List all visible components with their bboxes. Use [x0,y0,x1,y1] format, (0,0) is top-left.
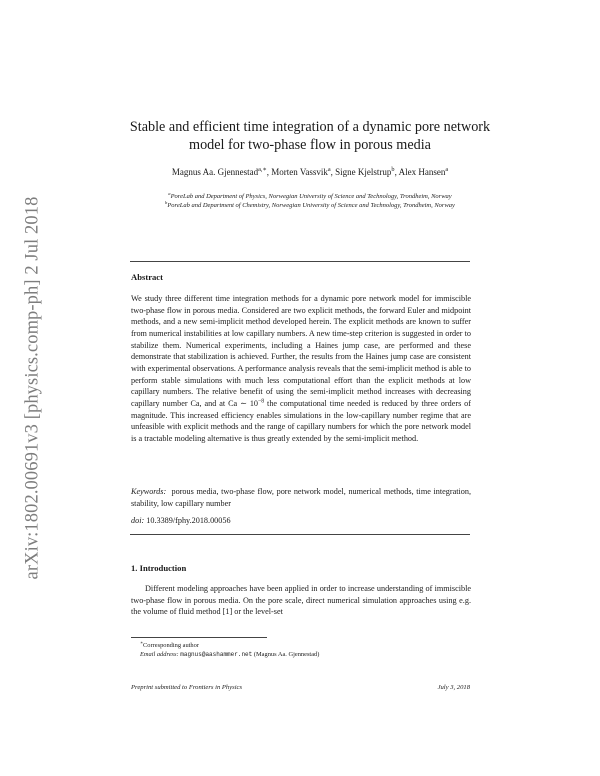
abstract-exponent: −8 [258,398,265,405]
affiliations [120,190,500,212]
footnote-corresponding: ∗Corresponding author [140,639,199,649]
doi-label: doi: [131,516,145,525]
keywords [131,486,471,509]
author-name: Alex Hansen [398,167,446,177]
author-name: Magnus Aa. Gjennestad [171,167,259,177]
author-affiliation-mark: b [391,166,395,173]
affiliation-text: PoreLab and Department of Chemistry, Norwegian University of Science and Technology, Trondheim, Norway [167,202,455,210]
abstract-text-part: the computational time needed is reduced by three orders of magnitude. This increased efficiency enables simulations in the low-capillary number regime that are unfeasible with explicit methods and the range of capillary numbers for which the pore network model is a tractable modeling alternative is thus greatly extended by the semi-implicit method. [131,398,471,443]
affiliation-item [120,202,500,210]
preprint-date: July 3, 2018 [437,684,470,691]
section-heading-introduction: 1. Introduction [131,563,187,573]
email-label: Email address: [140,651,179,658]
abstract-body [131,293,471,445]
author-affiliation-mark: a [327,166,331,173]
affiliation-text: PoreLab and Department of Physics, Norwegian University of Science and Technology, Trondheim, Norway [170,193,452,200]
paper-title: Stable and efficient time integration of a dynamic pore network model for two-phase flow in porous media [129,119,491,153]
keywords-label: Keywords: [131,487,167,496]
abstract-heading: Abstract [131,272,163,282]
affiliation-mark: a [168,190,171,196]
keywords-text: porous media, two-phase flow, pore network model, numerical methods, time integration, stability, low capillary number [131,487,472,508]
abstract-bottom-rule [130,534,470,535]
doi-line [131,516,231,525]
author-name: Signe Kjelstrup [335,167,392,177]
arxiv-identifier-stamp[interactable]: arXiv:1802.00691v3 [physics.comp-ph] 2 Jul 2018 [22,196,43,580]
affiliation-mark: b [165,200,168,206]
author-affiliation-mark: a [445,166,449,173]
doi-value[interactable]: 10.3389/fphy.2018.00056 [146,516,231,525]
affiliation-item [120,190,500,201]
author-name: Morten Vassvik [271,167,328,177]
abstract-top-rule [130,261,470,262]
author-affiliation-mark: a,∗ [258,166,267,173]
preprint-note: Preprint submitted to Frontiers in Physics [131,684,243,691]
email-owner: (Magnus Aa. Gjennestad) [253,651,320,658]
author-list: Magnus Aa. Gjennestad$^{a,∗}$, Morten Vassvik$^a$, Signe Kjelstrup$^b$, Alex Hansen$^a$ [171,166,449,177]
footnote-email [140,650,319,659]
footnotes [140,641,319,659]
abstract-text-part: We study three different time integration methods for a dynamic pore network model for immiscible two-phase flow in porous media. Considered are two explicit methods, the forward Euler and midpoint methods, and a new semi-implicit method developed herein. The explicit methods are known to suffer from numerical instabilities at low capillary numbers. A new time-step criterion is suggested in order to stabilize them. Numerical experiments, including a Haines jump case, are performed and these demonstrate that stabilization is achieved. Further, the results from the Haines jump case are consistent with experimental observations. A performance analysis reveals that the semi-implicit method is able to perform stable simulations with much less computational effort than the explicit methods at low capillary numbers. The relative benefit of using the semi-implicit method increases with decreasing capillary number Ca, and at Ca ∼ 10 [131,294,471,408]
introduction-paragraph: Different modeling approaches have been applied in order to increase understanding of immiscible two-phase flow in porous media. On the pore scale, direct numerical simulation approaches using e.g. the volume of fluid method [1] or the level-set [131,584,471,617]
footnote-rule [131,637,267,638]
footnote-corresponding-text: Corresponding author [143,642,199,649]
email-address-link[interactable]: magnus@aashammer.net [180,651,253,658]
